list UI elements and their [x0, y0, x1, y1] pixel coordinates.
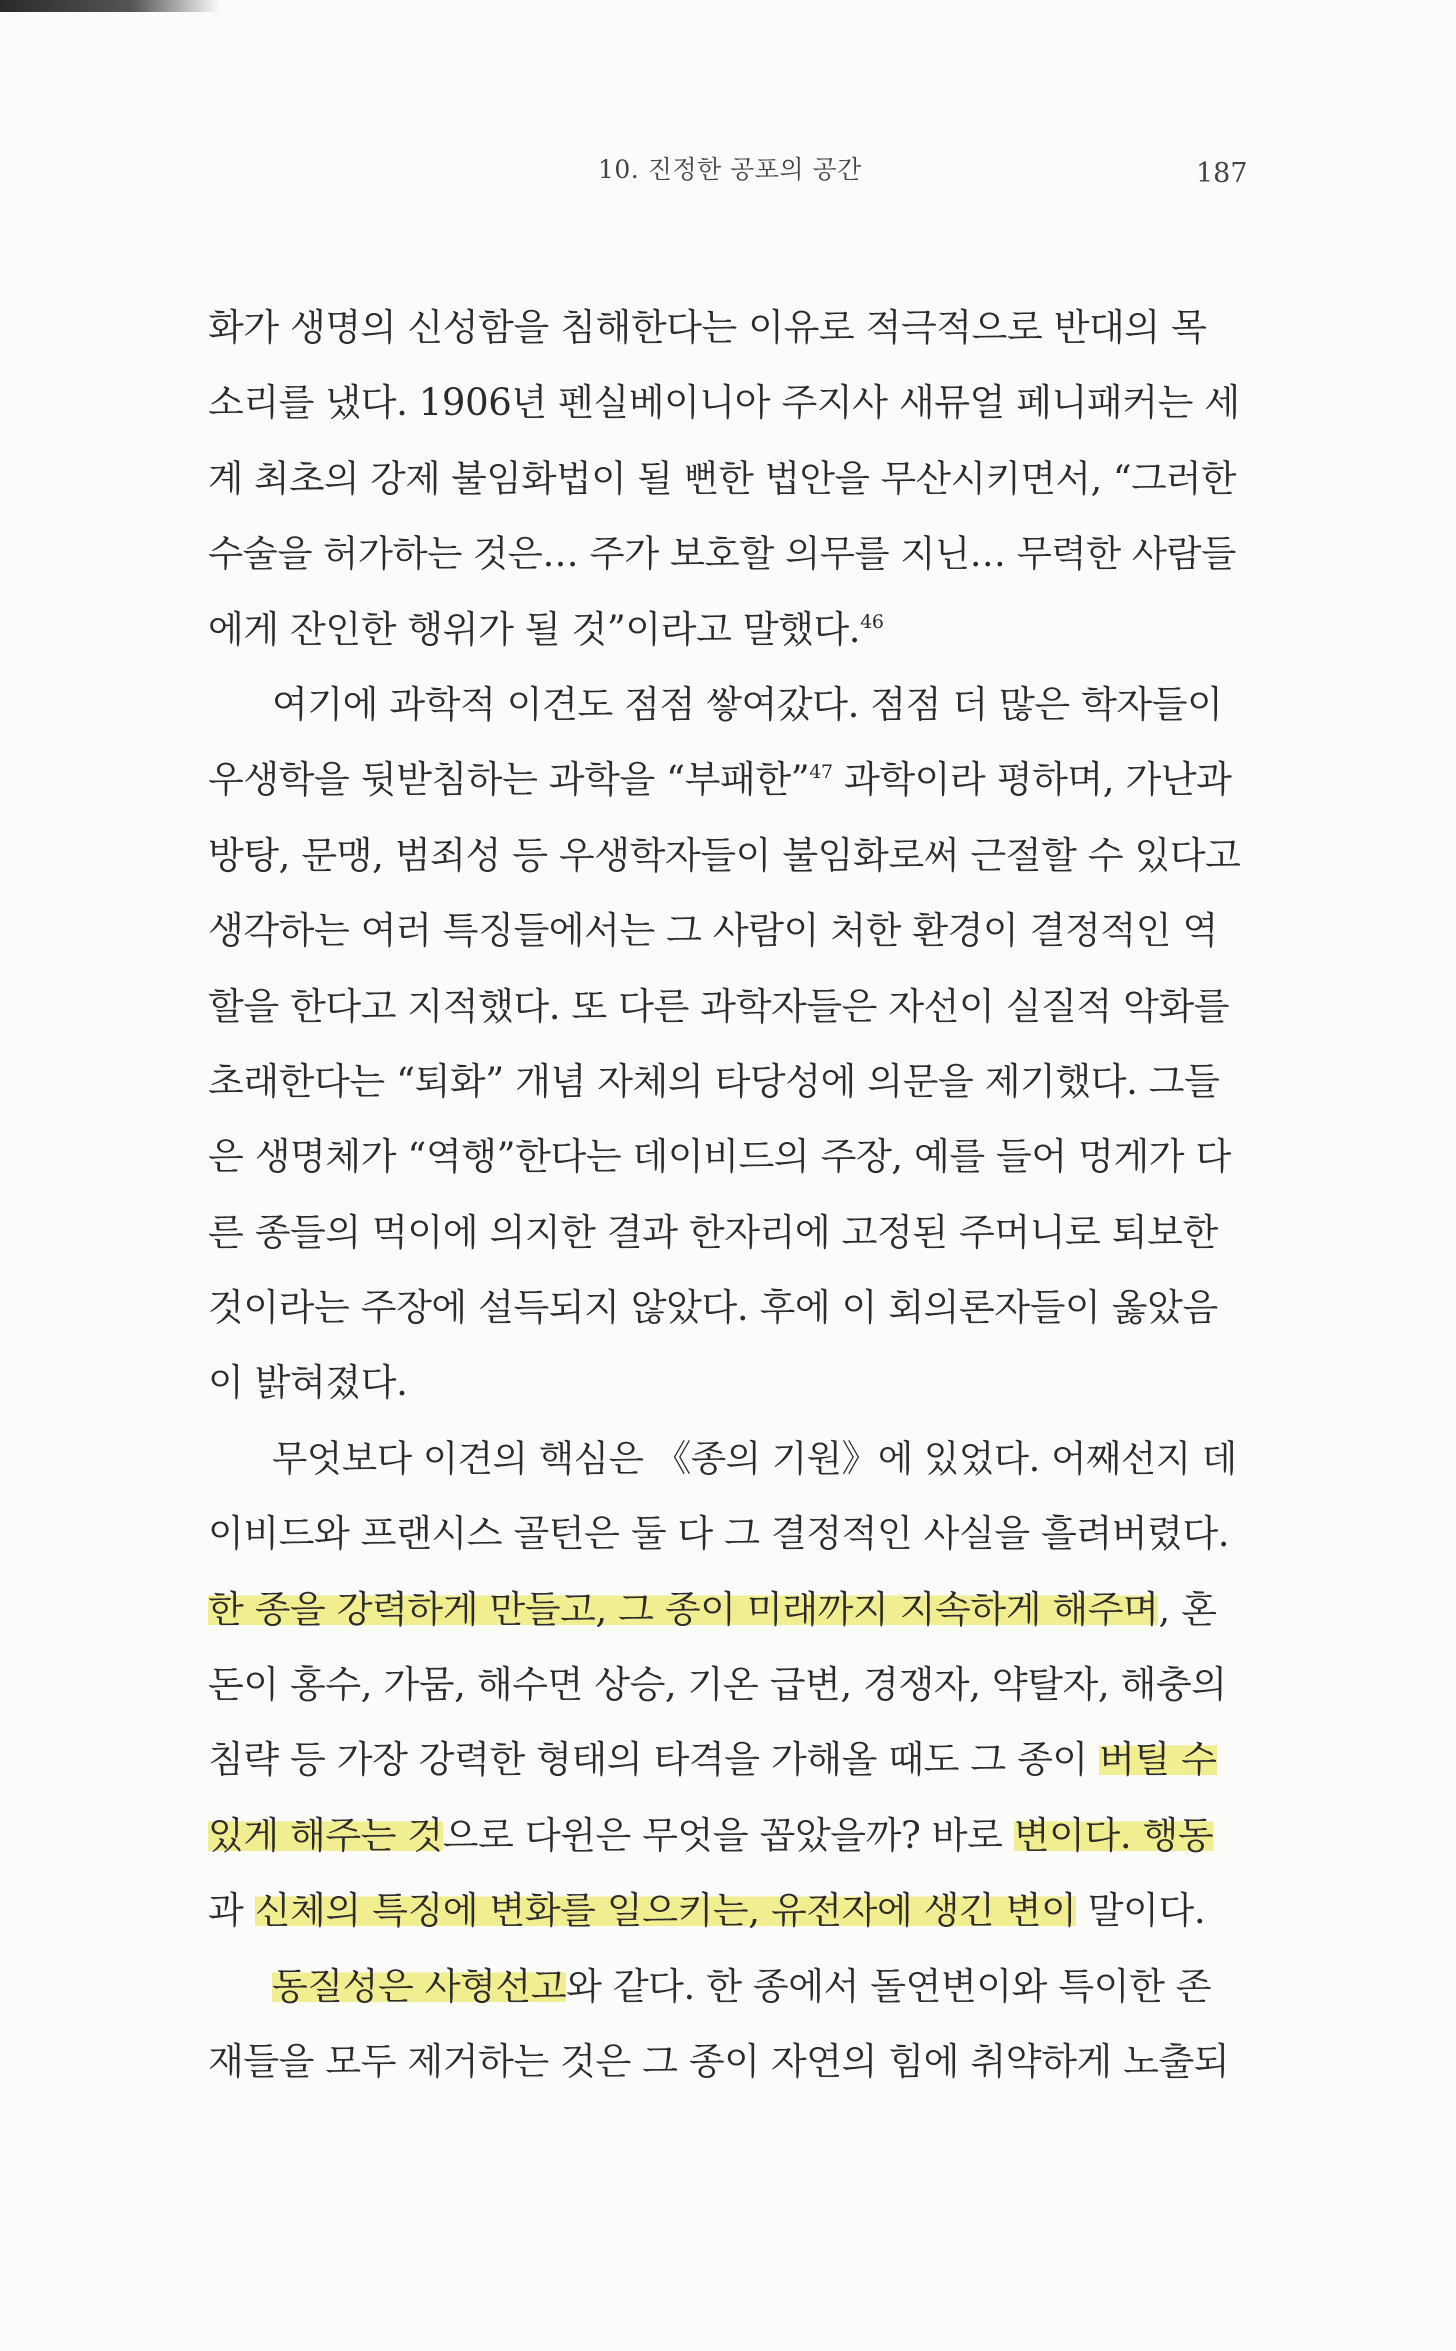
text-line [208, 1798, 1242, 1873]
highlighted-text: 한 종을 강력하게 만들고, 그 종이 미래까지 지속하게 해주며 [208, 1587, 1159, 1631]
paragraph-3 [208, 1421, 1242, 1949]
text-line: 방탕, 문맹, 범죄성 등 우생학자들이 불임화로써 근절할 수 있다고 [208, 833, 1241, 877]
text-line: 할을 한다고 지적했다. 또 다른 과학자들은 자선이 실질적 악화를 [208, 984, 1230, 1028]
text-line [208, 592, 1242, 667]
page-header [0, 150, 1456, 200]
running-title: 10. 진정한 공포의 공간 [598, 155, 862, 184]
text-line: 계 최초의 강제 불임화법이 될 뻔한 법안을 무산시키면서, “그러한 [208, 456, 1237, 500]
text-line: 이 밝혀졌다. [208, 1361, 408, 1405]
text-line: 여기에 과학적 이견도 점점 쌓여갔다. 점점 더 많은 학자들이 [272, 682, 1223, 726]
text-segment: 에게 잔인한 행위가 될 것”이라고 말했다. [208, 607, 861, 651]
body-text [208, 290, 1242, 2099]
text-segment: 와 같다. 한 종에서 돌연변이와 특이한 존 [566, 1964, 1212, 2008]
text-segment: 우생학을 뒷받침하는 과학을 “부패한” [208, 758, 810, 802]
text-line [208, 1572, 1242, 1647]
text-segment: 과 [208, 1889, 255, 1933]
text-line: 소리를 냈다. 1906년 펜실베이니아 주지사 새뮤얼 페니패커는 세 [208, 381, 1240, 425]
text-line [208, 742, 1242, 817]
text-line: 재들을 모두 제거하는 것은 그 종이 자연의 힘에 취약하게 노출되 [208, 2039, 1230, 2083]
text-line: 생각하는 여러 특징들에서는 그 사람이 처한 환경이 결정적인 역 [208, 909, 1218, 953]
text-line: 수술을 허가하는 것은… 주가 보호할 의무를 지닌… 무력한 사람들 [208, 532, 1236, 576]
text-segment: 과학이라 평하며, 가난과 [832, 758, 1232, 802]
footnote-marker: 47 [809, 761, 833, 784]
text-line: 른 종들의 먹이에 의지한 결과 한자리에 고정된 주머니로 퇴보한 [208, 1210, 1218, 1254]
paragraph-4 [208, 1949, 1242, 2100]
scan-edge-shadow [0, 0, 220, 12]
footnote-marker: 46 [860, 610, 884, 633]
text-segment: 말이다. [1076, 1889, 1206, 1933]
text-line [208, 1873, 1242, 1948]
paragraph-2 [208, 667, 1242, 1421]
highlighted-text: 있게 해주는 것 [208, 1813, 443, 1857]
text-line: 이비드와 프랜시스 골턴은 둘 다 그 결정적인 사실을 흘려버렸다. [208, 1512, 1230, 1556]
text-line: 돈이 홍수, 가뭄, 해수면 상승, 기온 급변, 경쟁자, 약탈자, 해충의 [208, 1663, 1227, 1707]
paragraph-1 [208, 290, 1242, 667]
text-segment: 으로 다윈은 무엇을 꼽았을까? 바로 [442, 1813, 1014, 1857]
text-line: 은 생명체가 “역행”한다는 데이비드의 주장, 예를 들어 멍게가 다 [208, 1135, 1231, 1179]
text-segment: 침략 등 가장 강력한 형태의 타격을 가해올 때도 그 종이 [208, 1738, 1100, 1782]
highlighted-text: 변이다. 행동 [1013, 1813, 1214, 1857]
text-line: 무엇보다 이견의 핵심은 《종의 기원》에 있었다. 어째선지 데 [272, 1436, 1237, 1480]
highlighted-text: 동질성은 사형선고 [272, 1964, 567, 2008]
text-line: 것이라는 주장에 설득되지 않았다. 후에 이 회의론자들이 옳았음 [208, 1286, 1218, 1330]
highlighted-text: 신체의 특징에 변화를 일으키는, 유전자에 생긴 변이 [254, 1889, 1077, 1933]
text-segment: , 혼 [1158, 1587, 1217, 1631]
highlighted-text: 버틸 수 [1099, 1738, 1217, 1782]
text-line: 화가 생명의 신성함을 침해한다는 이유로 적극적으로 반대의 목 [208, 306, 1207, 349]
text-line [208, 1949, 1242, 2024]
page-number: 187 [1196, 158, 1248, 189]
text-line [208, 1722, 1242, 1797]
text-line: 초래한다는 “퇴화” 개념 자체의 타당성에 의문을 제기했다. 그들 [208, 1059, 1220, 1103]
